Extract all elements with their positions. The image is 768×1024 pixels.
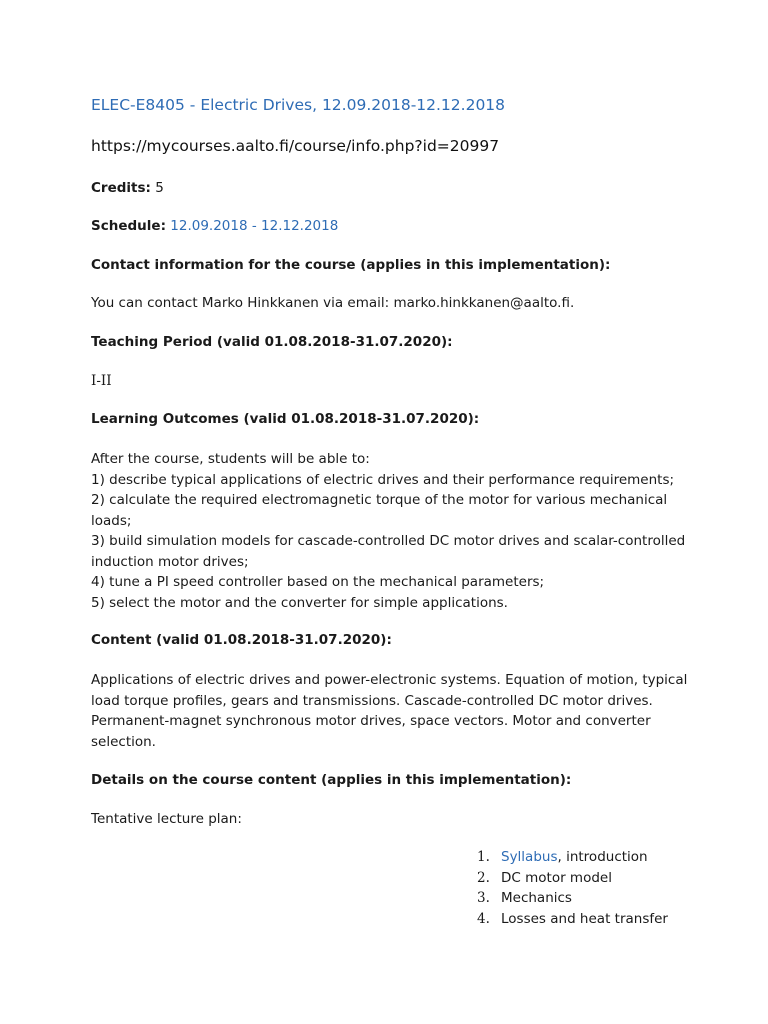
list-item	[477, 909, 668, 930]
learning-outcome-line: loads;	[91, 512, 132, 529]
schedule-line	[91, 218, 338, 234]
content-line: load torque profiles, gears and transmissions. Cascade-controlled DC motor drives.	[91, 692, 653, 709]
learning-outcome-line: 4) tune a PI speed controller based on the mechanical parameters;	[91, 574, 545, 590]
list-item-text: Losses and heat transfer	[501, 910, 668, 927]
list-item-number: 2.	[477, 869, 490, 886]
learning-outcomes-heading: Learning Outcomes (valid 01.08.2018-31.07.2020):	[91, 411, 480, 427]
schedule-value-link[interactable]: 12.09.2018 - 12.12.2018	[170, 218, 339, 234]
credits-label: Credits	[91, 180, 146, 196]
contact-heading: Contact information for the course (applies in this implementation):	[91, 257, 611, 273]
learning-outcomes-list	[91, 449, 691, 613]
content-paragraph	[91, 670, 691, 752]
credits-line	[91, 180, 164, 196]
credits-colon: :	[145, 180, 151, 196]
syllabus-link[interactable]: Syllabus	[501, 849, 558, 865]
list-item	[477, 868, 668, 889]
list-item-number: 1.	[477, 849, 490, 865]
list-item-number: 4.	[477, 910, 490, 927]
lecture-plan-intro: Tentative lecture plan:	[91, 811, 242, 827]
list-item-number: 3.	[477, 890, 490, 906]
learning-outcome-line: 5) select the motor and the converter for simple applications.	[91, 594, 508, 611]
list-item-text: , introduction	[557, 849, 648, 865]
course-url: https://mycourses.aalto.fi/course/info.php?id=20997	[91, 137, 500, 155]
teaching-period-value: I-II	[91, 373, 112, 389]
list-item-text: DC motor model	[501, 869, 612, 886]
content-heading: Content (valid 01.08.2018-31.07.2020):	[91, 632, 392, 648]
content-line: Applications of electric drives and power-electronic systems. Equation of motion, typical	[91, 672, 688, 688]
list-item	[477, 847, 668, 868]
details-heading: Details on the course content (applies in this implementation):	[91, 772, 572, 788]
schedule-colon: :	[160, 218, 166, 234]
credits-value: 5	[155, 180, 164, 196]
course-title-link[interactable]: ELEC-E8405 - Electric Drives, 12.09.2018-12.12.2018	[91, 96, 506, 114]
content-line: selection.	[91, 733, 156, 750]
learning-outcome-line: After the course, students will be able to:	[91, 451, 370, 467]
learning-outcome-line: 3) build simulation models for cascade-controlled DC motor drives and scalar-controlled	[91, 533, 686, 549]
learning-outcome-line: 2) calculate the required electromagnetic torque of the motor for various mechanical	[91, 492, 668, 508]
learning-outcome-line: induction motor drives;	[91, 553, 249, 570]
list-item	[477, 888, 668, 909]
schedule-label: Schedule	[91, 218, 161, 234]
content-line: Permanent-magnet synchronous motor drives, space vectors. Motor and converter	[91, 713, 651, 729]
learning-outcome-line: 1) describe typical applications of electric drives and their performance requirements;	[91, 471, 675, 488]
list-item-text: Mechanics	[501, 890, 572, 906]
contact-text: You can contact Marko Hinkkanen via email: marko.hinkkanen@aalto.fi.	[91, 295, 575, 311]
lecture-list	[477, 847, 668, 929]
teaching-period-heading: Teaching Period (valid 01.08.2018-31.07.2020):	[91, 334, 453, 350]
